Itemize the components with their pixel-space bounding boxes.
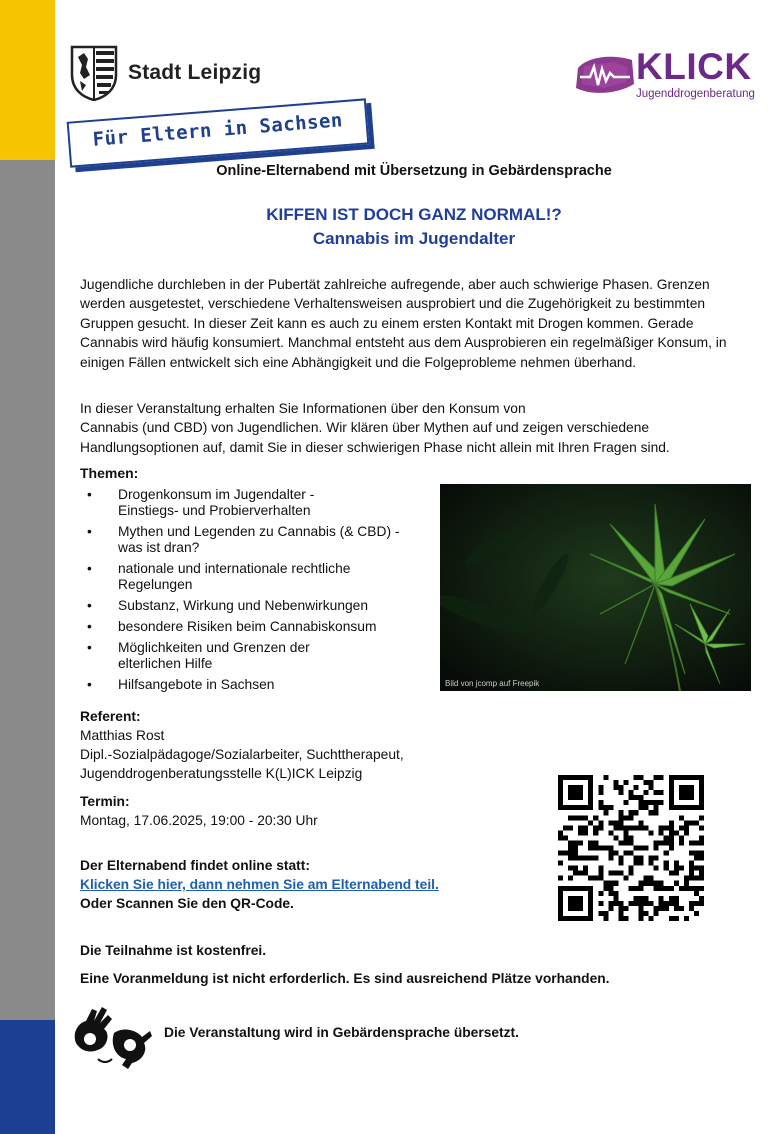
event-subtitle: Online-Elternabend mit Übersetzung in Gebärdensprache bbox=[216, 163, 612, 179]
side-stripe-yellow bbox=[0, 0, 55, 160]
list-item: • nationale und internationale rechtliche Regelungen bbox=[87, 561, 351, 592]
event-description-rest: Cannabis (und CBD) von Jugendlichen. Wir klären über Mythen auf und zeigen verschiedene Handlungsoptionen auf, damit Sie in dieser schwierigen Phase nicht allein mit Ihren Fragen sind. bbox=[80, 420, 670, 455]
referent-label: Referent: bbox=[80, 709, 141, 724]
klick-brush-pulse-icon bbox=[574, 50, 636, 98]
sign-language-icon bbox=[70, 1003, 152, 1069]
qr-hint: Oder Scannen Sie den QR-Code. bbox=[80, 896, 294, 911]
cannabis-leaf-icon bbox=[440, 484, 751, 691]
list-item: • besondere Risiken beim Cannabiskonsum bbox=[87, 619, 377, 634]
event-description bbox=[80, 399, 740, 457]
photo-credit: Bild von jcomp auf Freepik bbox=[445, 679, 540, 688]
referent-name: Matthias Rost bbox=[80, 728, 165, 743]
audience-stamp-text: Für Eltern in Sachsen bbox=[91, 109, 344, 151]
audience-stamp bbox=[67, 98, 370, 167]
city-logo bbox=[70, 45, 261, 101]
referent-role: Dipl.-Sozialpädagoge/Sozialarbeiter, Suchttherapeut, bbox=[80, 747, 404, 762]
list-item: • Mythen und Legenden zu Cannabis (& CBD) - was ist dran? bbox=[87, 524, 400, 555]
cannabis-photo bbox=[440, 484, 751, 691]
date-label: Termin: bbox=[80, 794, 130, 809]
klick-wordmark: KLICK bbox=[636, 46, 752, 87]
referent-org: Jugenddrogenberatungsstelle K(L)ICK Leipzig bbox=[80, 766, 363, 781]
event-title bbox=[60, 203, 768, 251]
registration-note: Eine Voranmeldung ist nicht erforderlich. Es sind ausreichend Plätze vorhanden. bbox=[80, 971, 610, 986]
referent-block bbox=[80, 707, 404, 783]
qr-modules bbox=[558, 775, 704, 921]
sign-language-note: Die Veranstaltung wird in Gebärdensprache übersetzt. bbox=[164, 1025, 519, 1040]
event-title-line1: KIFFEN IST DOCH GANZ NORMAL!? bbox=[266, 205, 562, 224]
leipzig-coat-of-arms-icon bbox=[70, 45, 118, 101]
intro-paragraph: Jugendliche durchleben in der Pubertät zahlreiche aufregende, aber auch schwierige Phasen. Grenzen werden ausgetestet, verschiedene Verhaltensweisen ausprobiert und die Zugehörigkeit zu bestimmten Gruppen gesucht. In dieser Zeit kann es auch zu einem ersten Kontakt mit Drogen kommen. Gerade Cannabis wird häufig konsumiert. Manchmal entsteht aus dem Ausprobieren ein regelmäßiger Konsum, in einigen Fällen entwickelt sich eine Abhängigkeit und die Folgeprobleme nehmen überhand. bbox=[80, 277, 727, 370]
list-item: • Drogenkonsum im Jugendalter - Einstiegs- und Probierverhalten bbox=[87, 487, 315, 518]
date-block bbox=[80, 792, 318, 830]
side-stripe-blue bbox=[0, 1020, 55, 1134]
online-intro: Der Elternabend findet online statt: bbox=[80, 858, 310, 873]
side-stripe-gray bbox=[0, 160, 55, 1020]
list-item: • Möglichkeiten und Grenzen der elterlichen Hilfe bbox=[87, 640, 310, 671]
qr-code[interactable] bbox=[558, 775, 704, 921]
join-meeting-link[interactable]: Klicken Sie hier, dann nehmen Sie am Elternabend teil. bbox=[80, 877, 439, 892]
event-description-line1: In dieser Veranstaltung erhalten Sie Informationen über den Konsum von bbox=[80, 401, 526, 416]
event-title-line2: Cannabis im Jugendalter bbox=[312, 229, 516, 248]
themes-list bbox=[80, 487, 440, 698]
themes-heading: Themen: bbox=[80, 465, 139, 481]
klick-logo bbox=[574, 48, 754, 104]
list-item: • Hilfsangebote in Sachsen bbox=[87, 677, 275, 692]
city-name: Stadt Leipzig bbox=[128, 61, 262, 84]
date-value: Montag, 17.06.2025, 19:00 - 20:30 Uhr bbox=[80, 813, 318, 828]
list-item: • Substanz, Wirkung und Nebenwirkungen bbox=[87, 598, 369, 613]
klick-subtitle: Jugenddrogenberatung bbox=[636, 88, 755, 100]
free-note: Die Teilnahme ist kostenfrei. bbox=[80, 943, 267, 958]
online-block bbox=[80, 856, 439, 913]
